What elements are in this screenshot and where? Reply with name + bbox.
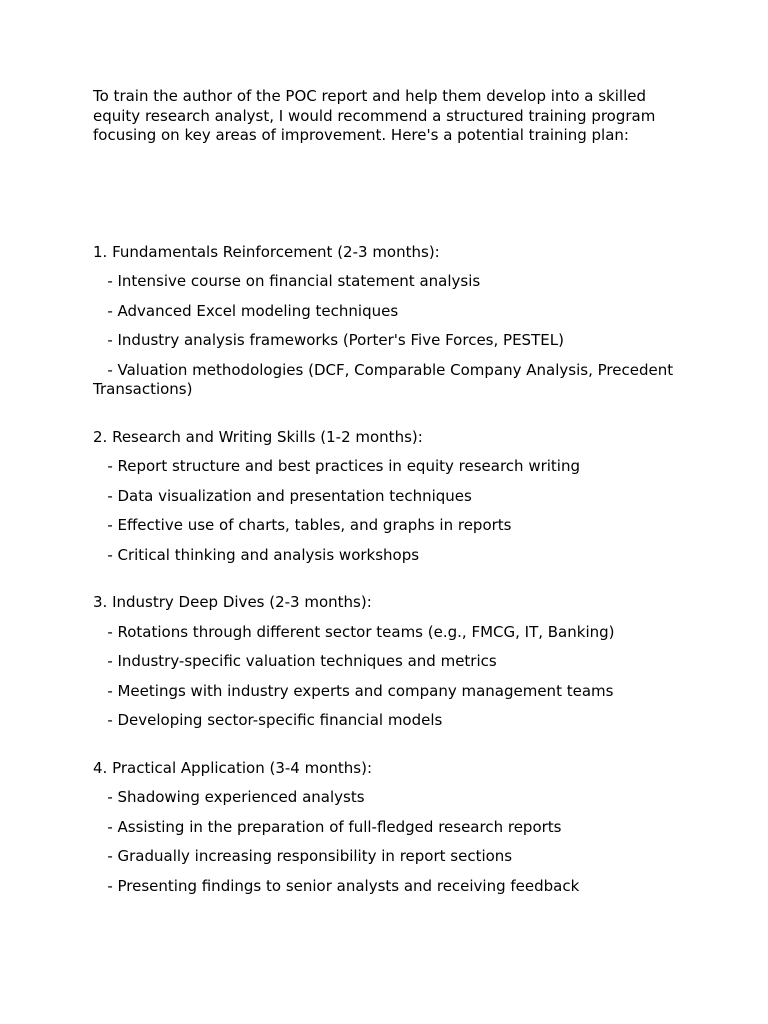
intro-paragraph: To train the author of the POC report and help them develop into a skilled equity research analyst, I would recommend a structured training program focusing on key areas of improvement. Here's a potential training plan: — [93, 87, 656, 144]
plan-section-3 — [93, 593, 693, 731]
list-item: - Report structure and best practices in equity research writing — [93, 457, 580, 475]
list-item: - Valuation methodologies (DCF, Comparable Company Analysis, Precedent Transactions) — [93, 360, 678, 398]
list-item: - Gradually increasing responsibility in report sections — [93, 847, 513, 865]
list-item: - Shadowing experienced analysts — [93, 788, 365, 806]
list-item: - Assisting in the preparation of full-fledged research reports — [93, 817, 562, 836]
section-title: 4. Practical Application (3-4 months): — [93, 758, 372, 777]
list-item: - Rotations through different sector teams (e.g., FMCG, IT, Banking) — [93, 622, 615, 641]
section-title: 1. Fundamentals Reinforcement (2-3 months): — [93, 242, 440, 261]
training-plan — [93, 243, 693, 897]
section-title: 2. Research and Writing Skills (1-2 months): — [93, 427, 423, 446]
list-item: - Developing sector-specific financial models — [93, 711, 443, 729]
plan-section-4 — [93, 759, 693, 897]
list-item: - Data visualization and presentation techniques — [93, 486, 472, 505]
plan-section-2 — [93, 428, 693, 566]
list-item: - Critical thinking and analysis workshops — [93, 545, 420, 564]
list-item: - Presenting findings to senior analysts and receiving feedback — [93, 876, 580, 895]
list-item: - Intensive course on financial statement analysis — [93, 272, 481, 290]
list-item: - Advanced Excel modeling techniques — [93, 301, 399, 320]
section-title: 3. Industry Deep Dives (2-3 months): — [93, 593, 372, 611]
list-item: - Meetings with industry experts and company management teams — [93, 681, 614, 700]
list-item: - Effective use of charts, tables, and graphs in reports — [93, 516, 512, 534]
list-item: - Industry-specific valuation techniques and metrics — [93, 652, 497, 670]
plan-section-1 — [93, 243, 693, 400]
list-item: - Industry analysis frameworks (Porter's Five Forces, PESTEL) — [93, 331, 564, 349]
document-page — [93, 87, 693, 924]
